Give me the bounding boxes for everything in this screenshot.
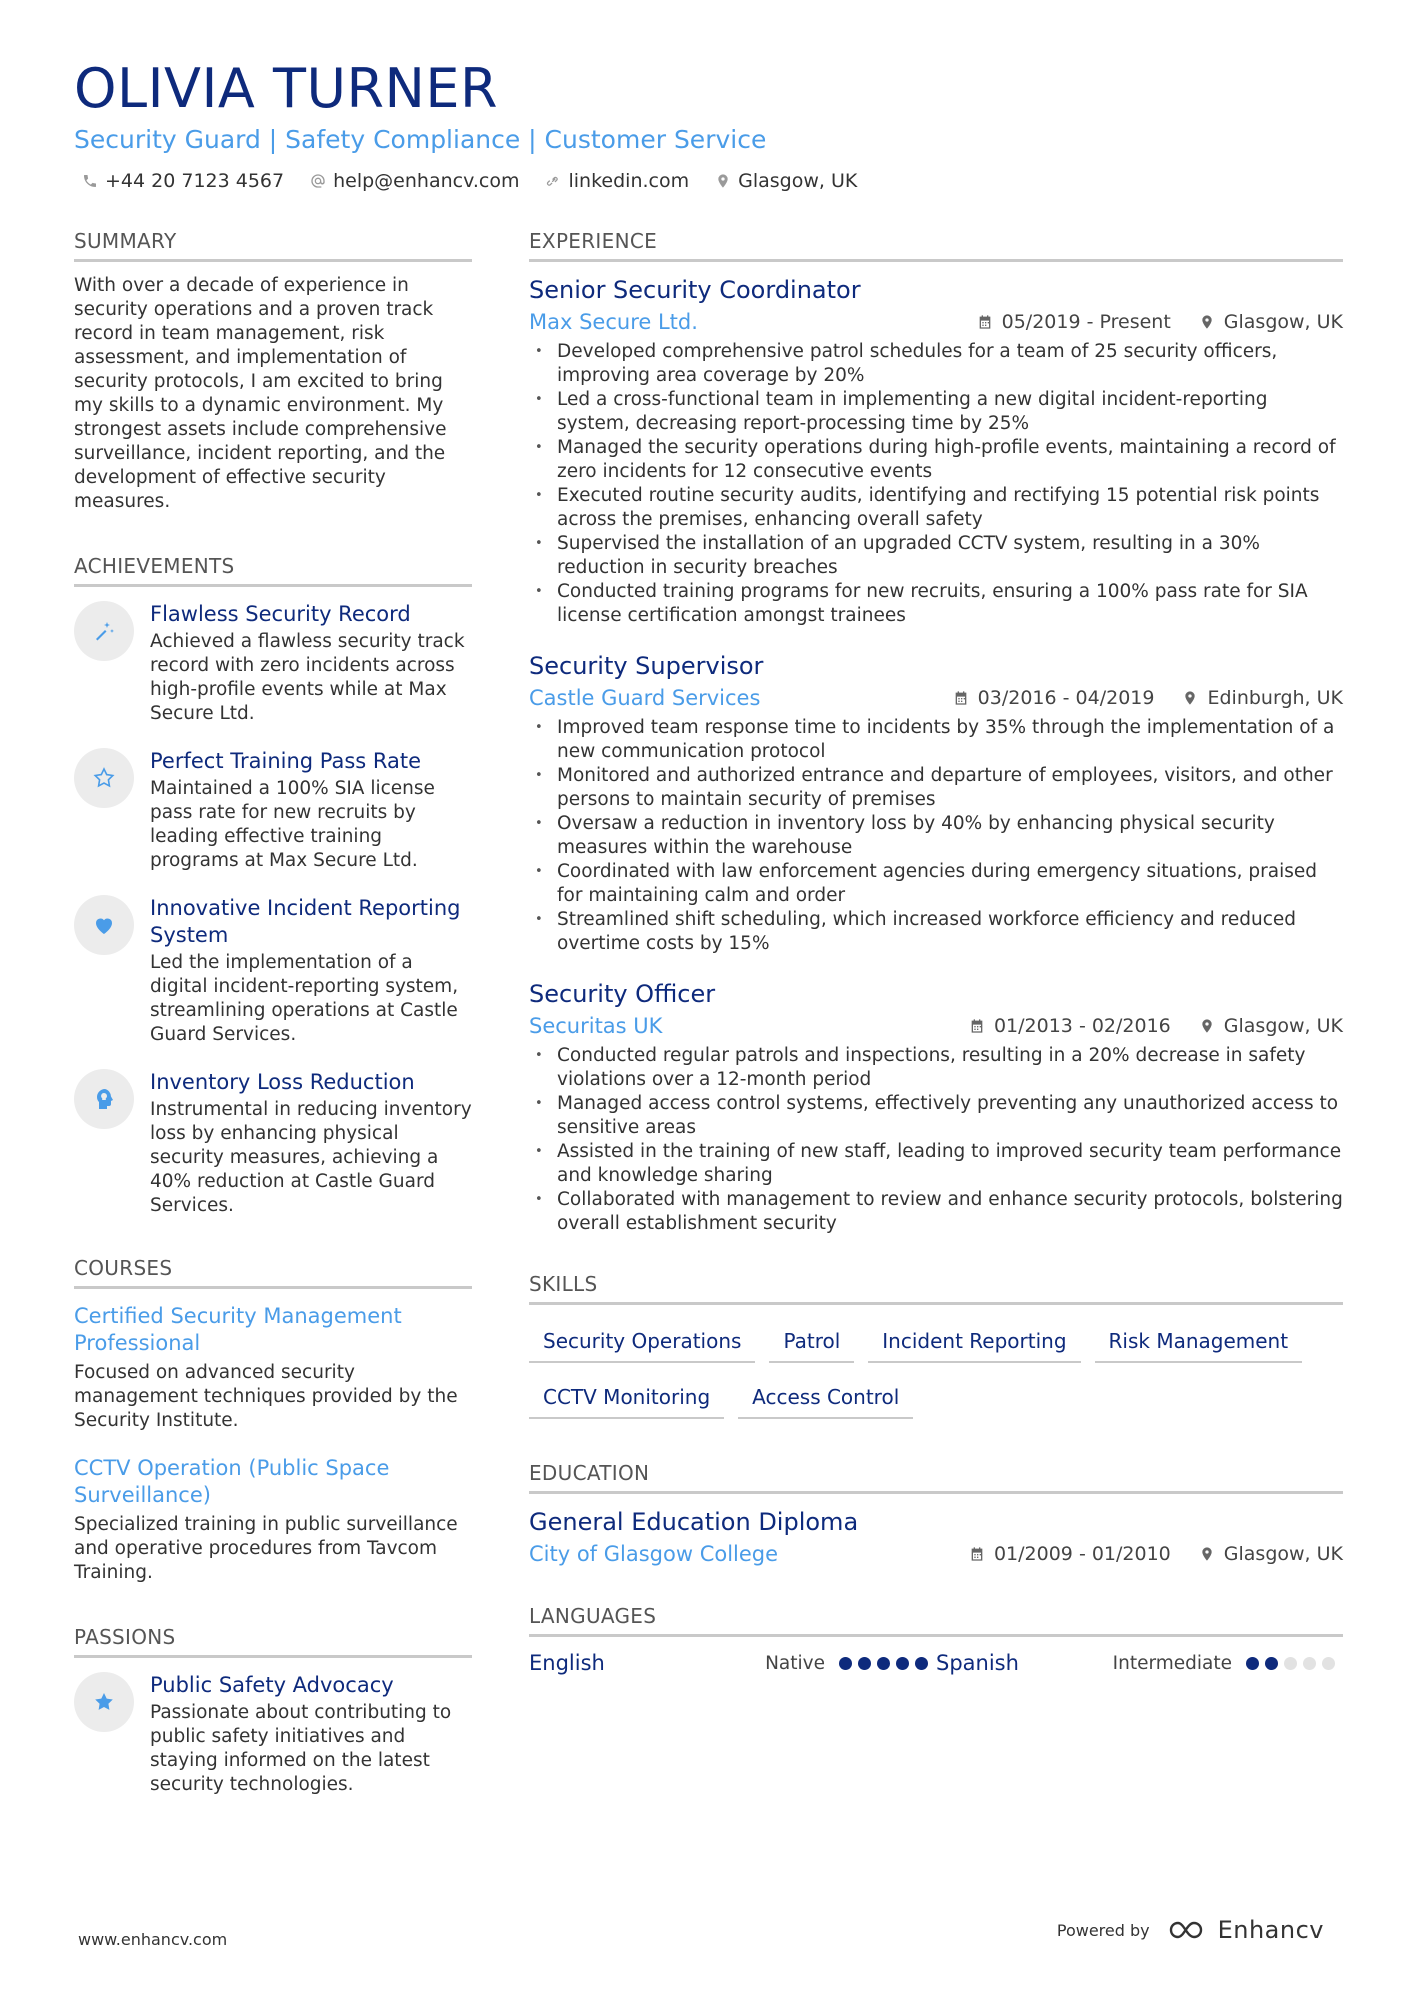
passion-item: [74, 1672, 472, 1797]
education-school: City of Glasgow College: [529, 1542, 779, 1566]
contact-phone[interactable]: [82, 170, 284, 192]
job-location: Glasgow, UK: [1223, 1015, 1343, 1037]
language-item: [529, 1651, 936, 1675]
passions-list: [74, 1672, 472, 1797]
bullet-item: • Managed access control systems, effectively preventing any unauthorized access to sensitive areas: [529, 1092, 1343, 1140]
language-item: [936, 1651, 1343, 1675]
achievement-title: Perfect Training Pass Rate: [150, 749, 422, 773]
job-dates: 03/2016 - 04/2019: [977, 687, 1155, 709]
map-pin-icon: [1182, 690, 1198, 706]
job-company: Securitas UK: [529, 1014, 663, 1038]
bullet-item: • Collaborated with management to review and enhance security protocols, bolstering overall establishment security: [529, 1188, 1343, 1236]
footer-branding: [1057, 1916, 1324, 1944]
location-text: Glasgow, UK: [738, 170, 858, 192]
rating-dot: [1246, 1657, 1259, 1670]
bullet-item: • Conducted regular patrols and inspections, resulting in a 20% decrease in safety violations over a 12-month period: [529, 1044, 1343, 1092]
bullet-item: • Oversaw a reduction in inventory loss by 40% by enhancing physical security measures within the warehouse: [529, 812, 1343, 860]
map-pin-icon: [1199, 1546, 1215, 1562]
footer-site[interactable]: www.enhancv.com: [78, 1930, 228, 1949]
email-text: help@enhancv.com: [333, 170, 520, 192]
summary-heading: SUMMARY: [74, 229, 472, 262]
education-dates: 01/2009 - 01/2010: [993, 1543, 1171, 1565]
job-dates: 01/2013 - 02/2016: [993, 1015, 1171, 1037]
achievement-desc: Instrumental in reducing inventory loss by enhancing physical security measures, achieving a 40% reduction at Castle Guard Services.: [150, 1099, 472, 1216]
bullet-item: • Developed comprehensive patrol schedules for a team of 25 security officers, improving area coverage by 20%: [529, 340, 1343, 388]
job-company: Max Secure Ltd.: [529, 310, 698, 334]
passions-heading: PASSIONS: [74, 1625, 472, 1658]
right-column: [529, 229, 1343, 1675]
job-location: Edinburgh, UK: [1207, 687, 1343, 709]
skills-heading: SKILLS: [529, 1272, 1343, 1305]
bullet-item: • Conducted training programs for new recruits, ensuring a 100% pass rate for SIA license certification amongst trainees: [529, 580, 1343, 628]
job-entry: [529, 274, 1343, 628]
job-bullets: [529, 716, 1343, 956]
rating-dot: [1265, 1657, 1278, 1670]
job-entry: [529, 650, 1343, 956]
languages-list: [529, 1651, 1343, 1675]
bullet-item: • Managed the security operations during high-profile events, maintaining a record of zero incidents for 12 consecutive events: [529, 436, 1343, 484]
rating-dot: [877, 1657, 890, 1670]
language-level: Native: [765, 1652, 825, 1674]
bullet-item: • Supervised the installation of an upgraded CCTV system, resulting in a 30% reduction in security breaches: [529, 532, 1343, 580]
education-degree: General Education Diploma: [529, 1508, 859, 1536]
achievement-desc: Achieved a flawless security track record with zero incidents across high-profile events while at Max Secure Ltd.: [150, 631, 465, 724]
rating-dot: [858, 1657, 871, 1670]
job-title: Senior Security Coordinator: [529, 276, 861, 304]
summary-text: With over a decade of experience in security operations and a proven track record in team management, risk assessment, and implementation of security protocols, I am excited to bring my skills to a dynamic environment. My strongest assets include comprehensive surveillance, incident reporting, and the development of effective security measures.: [74, 275, 447, 512]
rating-dot: [1322, 1657, 1335, 1670]
rating-dot: [896, 1657, 909, 1670]
job-bullets: [529, 340, 1343, 628]
rating-dot: [915, 1657, 928, 1670]
calendar-icon: [953, 690, 969, 706]
headline: Security Guard | Safety Compliance | Customer Service: [74, 125, 767, 154]
education-entry: [529, 1506, 1343, 1566]
skill-tag: Security Operations: [529, 1321, 755, 1363]
skills-list: [529, 1321, 1343, 1419]
skill-tag: Risk Management: [1095, 1321, 1303, 1363]
phone-text: +44 20 7123 4567: [105, 170, 285, 192]
bullet-item: • Monitored and authorized entrance and departure of employees, visitors, and other persons to maintain security of premises: [529, 764, 1343, 812]
job-location: Glasgow, UK: [1223, 311, 1343, 333]
enhancv-logo-icon: [1168, 1918, 1208, 1942]
skill-tag: Access Control: [738, 1377, 913, 1419]
job-title: Security Supervisor: [529, 652, 764, 680]
job-dates: 05/2019 - Present: [1001, 311, 1171, 333]
contact-location: [715, 170, 857, 192]
contact-email[interactable]: [310, 170, 519, 192]
achievements-list: [74, 601, 472, 1218]
map-pin-icon: [715, 173, 731, 189]
courses-heading: COURSES: [74, 1256, 472, 1289]
achievement-title: Flawless Security Record: [150, 602, 411, 626]
achievement-item: [74, 1069, 472, 1218]
map-pin-icon: [1199, 314, 1215, 330]
course-desc: Specialized training in public surveillance and operative procedures from Tavcom Training.: [74, 1514, 458, 1583]
passion-title: Public Safety Advocacy: [150, 1673, 394, 1697]
education-location: Glasgow, UK: [1223, 1543, 1343, 1565]
linkedin-text: linkedin.com: [568, 170, 690, 192]
language-rating: [839, 1657, 928, 1670]
course-title: Certified Security Management Professional: [74, 1304, 402, 1355]
bullet-item: • Assisted in the training of new staff, leading to improved security team performance and knowledge sharing: [529, 1140, 1343, 1188]
skill-tag: Patrol: [769, 1321, 854, 1363]
language-level: Intermediate: [1112, 1652, 1232, 1674]
calendar-icon: [969, 1546, 985, 1562]
candidate-name: OLIVIA TURNER: [74, 57, 499, 120]
achievement-title: Innovative Incident Reporting System: [150, 896, 461, 947]
language-name: Spanish: [936, 1651, 1019, 1675]
achievement-item: [74, 895, 472, 1047]
job-title: Security Officer: [529, 980, 716, 1008]
at-icon: [310, 173, 326, 189]
bullet-item: • Coordinated with law enforcement agencies during emergency situations, praised for maintaining calm and order: [529, 860, 1343, 908]
job-entry: [529, 978, 1343, 1236]
magic-wand-icon: [74, 601, 134, 661]
brand-logo: [1168, 1916, 1324, 1944]
calendar-icon: [977, 314, 993, 330]
language-rating: [1246, 1657, 1335, 1670]
achievement-item: [74, 601, 472, 726]
rating-dot: [839, 1657, 852, 1670]
experience-heading: EXPERIENCE: [529, 229, 1343, 262]
star-outline-icon: [74, 748, 134, 808]
powered-by-text: Powered by: [1056, 1920, 1150, 1940]
education-heading: EDUCATION: [529, 1461, 1343, 1494]
achievement-desc: Led the implementation of a digital incident-reporting system, streamlining operations at Castle Guard Services.: [150, 952, 459, 1045]
head-idea-icon: [74, 1069, 134, 1129]
achievements-heading: ACHIEVEMENTS: [74, 554, 472, 587]
achievement-title: Inventory Loss Reduction: [150, 1070, 415, 1094]
bullet-item: • Executed routine security audits, identifying and rectifying 15 potential risk points across the premises, enhancing overall safety: [529, 484, 1343, 532]
skill-tag: Incident Reporting: [868, 1321, 1080, 1363]
star-filled-icon: [74, 1672, 134, 1732]
passion-desc: Passionate about contributing to public safety initiatives and staying informed on the latest security technologies.: [150, 1702, 452, 1795]
language-name: English: [529, 1651, 605, 1675]
phone-icon: [82, 173, 98, 189]
skill-tag: CCTV Monitoring: [529, 1377, 724, 1419]
rating-dot: [1284, 1657, 1297, 1670]
achievement-desc: Maintained a 100% SIA license pass rate for new recruits by leading effective training programs at Max Secure Ltd.: [150, 778, 435, 871]
bullet-item: • Led a cross-functional team in implementing a new digital incident-reporting system, decreasing report-processing time by 25%: [529, 388, 1343, 436]
course-item: [74, 1303, 472, 1433]
link-icon: [545, 173, 561, 189]
job-bullets: [529, 1044, 1343, 1236]
contact-bar: [82, 170, 857, 192]
languages-heading: LANGUAGES: [529, 1604, 1343, 1637]
bullet-item: • Improved team response time to incidents by 35% through the implementation of a new communication protocol: [529, 716, 1343, 764]
course-title: CCTV Operation (Public Space Surveillance): [74, 1456, 390, 1507]
brand-name: Enhancv: [1217, 1916, 1324, 1944]
left-column: [74, 229, 472, 1819]
heart-icon: [74, 895, 134, 955]
course-item: [74, 1455, 472, 1585]
map-pin-icon: [1199, 1018, 1215, 1034]
contact-linkedin[interactable]: [545, 170, 689, 192]
bullet-item: • Streamlined shift scheduling, which increased workforce efficiency and reduced overtime costs by 15%: [529, 908, 1343, 956]
calendar-icon: [969, 1018, 985, 1034]
rating-dot: [1303, 1657, 1316, 1670]
achievement-item: [74, 748, 472, 873]
job-company: Castle Guard Services: [529, 686, 761, 710]
course-desc: Focused on advanced security management techniques provided by the Security Institute.: [74, 1362, 458, 1431]
